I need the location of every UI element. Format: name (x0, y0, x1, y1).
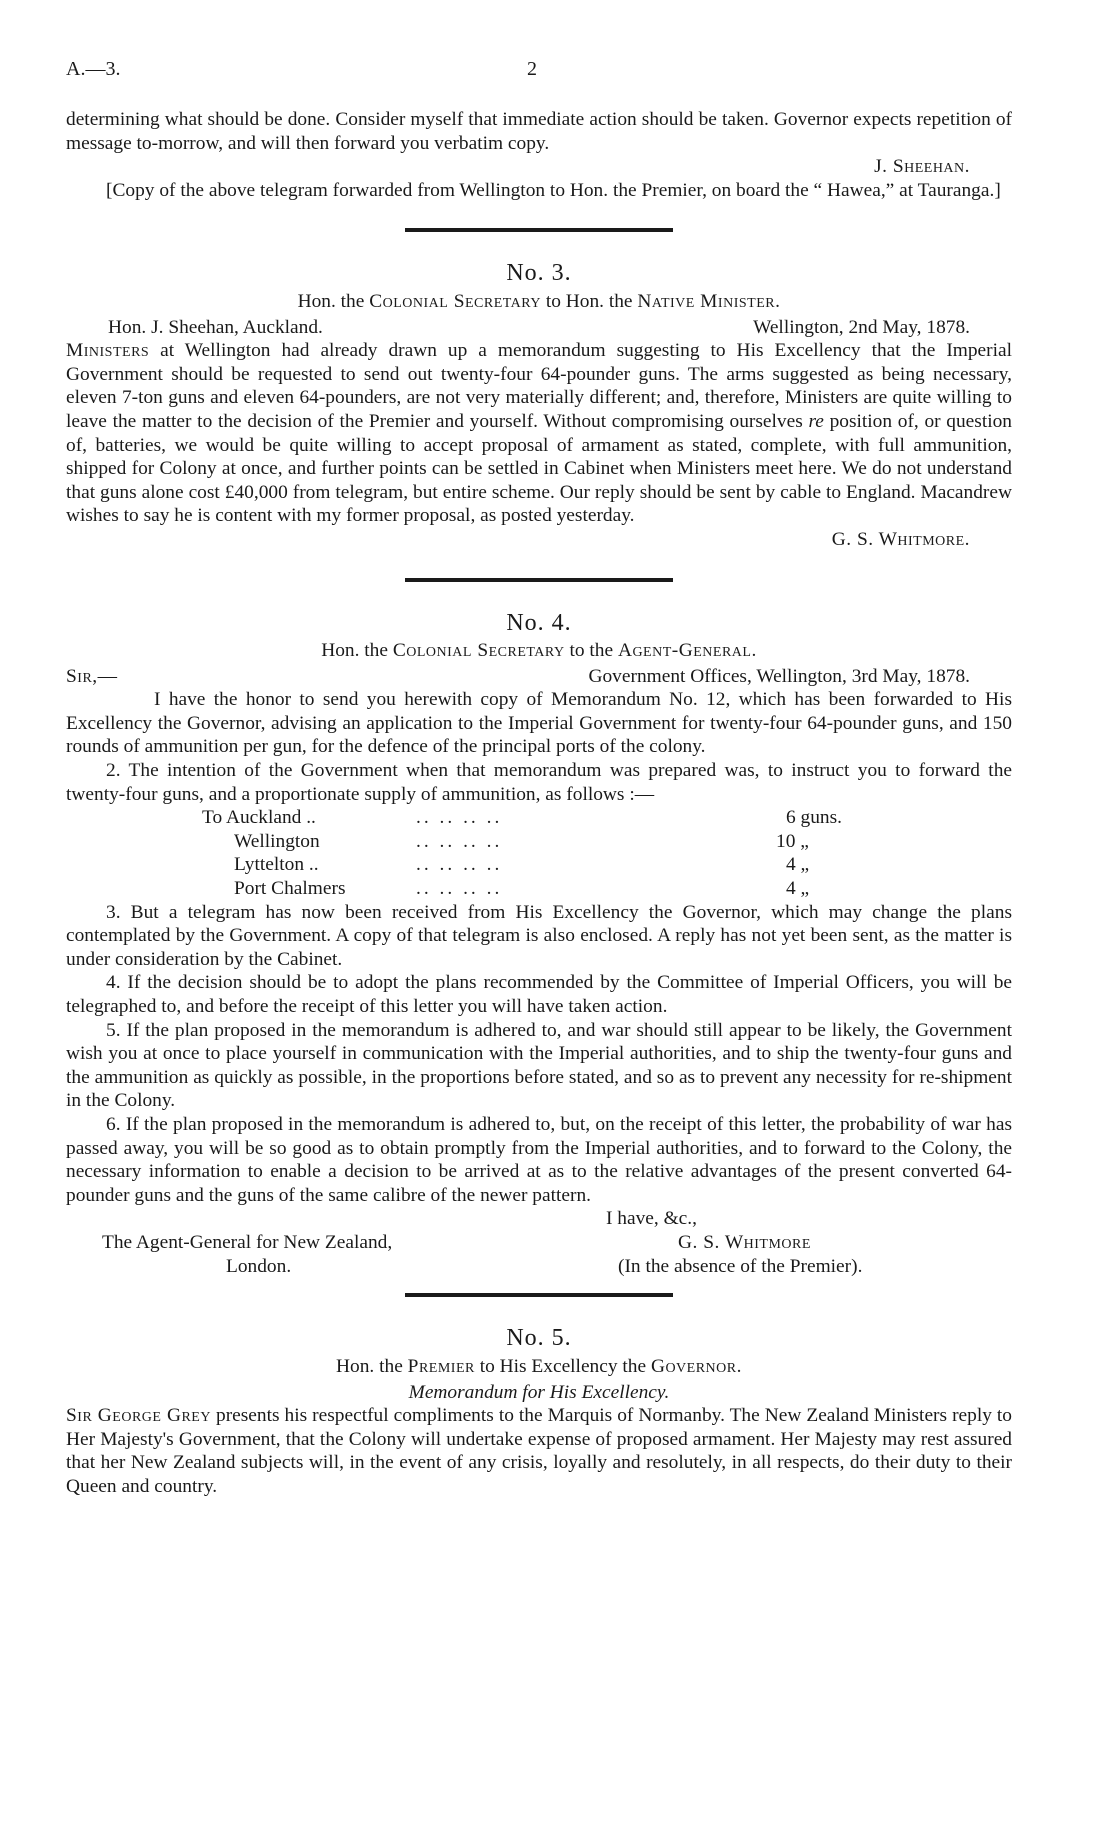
gun-allocation-table (66, 806, 1012, 900)
section-no5 (66, 1327, 1012, 1498)
letter-paragraph: 6. If the plan proposed in the memorandum is adhered to, but, on the receipt of this letter, the probability of war has passed away, you will be so good as to obtain promptly from the Imperial authorities, and to forward to the Colony, the necessary information to enable a decision to be arrived at as to the relative advantages of the present converted 64-pounder guns and the guns of the same calibre of the newer pattern. (66, 1113, 1012, 1206)
telegram-continuation: determining what should be done. Consider myself that immediate action should be taken. Governor expects repetition of message to-morrow, and will then forward you verbatim copy. (66, 109, 1012, 154)
telegram-signature: J. Sheehan. (874, 156, 970, 178)
recipient-line: London. (226, 1255, 292, 1277)
allocation-place: To Auckland .. (202, 807, 316, 829)
letter-signature-block (66, 1207, 1012, 1285)
section-no3 (66, 262, 1012, 551)
allocation-place: Port Chalmers (234, 878, 346, 900)
section-number: No. 3. (506, 260, 572, 287)
letter-paragraph: 2. The intention of the Government when that memorandum was prepared was, to instruct you to forward the twenty-four guns, and a proportionate supply of ammunition, as follows :— (66, 760, 1012, 805)
document-body (66, 108, 1012, 1499)
allocation-quantity: 4 „ (786, 878, 810, 900)
section-title: Hon. the Colonial Secretary to Hon. the Native Minister. (297, 290, 781, 312)
leader-dots: .. .. .. .. (416, 807, 503, 829)
telegram-signature: G. S. Whitmore. (831, 528, 970, 550)
allocation-place: Wellington (234, 830, 320, 852)
signature-note: (In the absence of the Premier). (618, 1255, 863, 1277)
allocation-row (66, 806, 1012, 830)
recipient-line: The Agent-General for New Zealand, (102, 1231, 393, 1253)
letter-paragraph: I have the honor to send you herewith copy of Memorandum No. 12, which has been forwarded to His Excellency the Governor, advising an application to the Imperial Government for twenty-four 64-pounder guns, and 150 rounds of ammunition per gun, for the defence of the principal ports of the colony. (66, 689, 1012, 758)
closing: I have, &c., (606, 1208, 697, 1230)
letter-paragraph: 5. If the plan proposed in the memorandum is adhered to, and war should still appear to be likely, the Government wish you at once to place yourself in communication with the Imperial authorities, and to ship the twenty-four guns and the ammunition as quickly as possible, in the proportions before stated, and so as to prevent any necessity for re-shipment in the Colony. (66, 1019, 1012, 1112)
allocation-row (66, 877, 1012, 901)
letter-signature: G. S. Whitmore (678, 1231, 811, 1253)
letter-header (66, 665, 1012, 689)
salutation: Sir,— (66, 665, 118, 687)
section-subtitle: Memorandum for His Excellency. (408, 1381, 670, 1403)
section-divider (405, 228, 673, 232)
telegram-body: Ministers at Wellington had already drawn up a memorandum suggesting to His Excellency that the Imperial Government should be requested to send out twenty-four 64-pounder guns. The arms suggested as being necessary, eleven 7-ton guns and eleven 64-pounders, are not very materially different; and, therefore, Ministers are quite willing to leave the matter to the decision of the Premier and yourself. Without compromising ourselves re position of, or question of, batteries, we would be quite willing to accept proposal of armament as stated, complete, with full ammunition, shipped for Colony at once, and further points can be settled in Cabinet when Ministers meet here. We do not understand that guns alone cost £40,000 from telegram, but entire scheme. Our reply should be sent by cable to England. Macandrew wishes to say he is content with my former proposal, as posted yesterday. (66, 340, 1012, 527)
editorial-note: [Copy of the above telegram forwarded from Wellington to Hon. the Premier, on board the “ Hawea,” at Tauranga.] (106, 179, 1001, 201)
page-number: 2 (527, 58, 537, 80)
letter-paragraph: 3. But a telegram has now been received from His Excellency the Governor, which may change the plans contemplated by the Government. A copy of that telegram is also enclosed. A reply has not yet been sent, as the matter is under consideration by the Cabinet. (66, 901, 1012, 970)
allocation-quantity: 6 guns. (786, 807, 843, 829)
letter-date: Government Offices, Wellington, 3rd May, 1878. (588, 665, 970, 687)
telegram-header (66, 316, 1012, 340)
leader-dots: .. .. .. .. (416, 854, 503, 876)
leader-dots: .. .. .. .. (416, 878, 503, 900)
allocation-row (66, 853, 1012, 877)
document-reference: A.—3. (66, 58, 121, 80)
section-no4 (66, 609, 1012, 1286)
letter-paragraph: 4. If the decision should be to adopt the plans recommended by the Committee of Imperial Officers, you will be telegraphed to, and before the receipt of this letter you will have taken action. (66, 972, 1012, 1017)
section-number: No. 4. (506, 609, 572, 636)
section-divider (405, 578, 673, 582)
section-divider (405, 1293, 673, 1297)
allocation-place: Lyttelton .. (234, 854, 319, 876)
section-title: Hon. the Premier to His Excellency the Governor. (336, 1355, 742, 1377)
allocation-quantity: 10 „ (776, 830, 809, 852)
section-title: Hon. the Colonial Secretary to the Agent-General. (321, 640, 757, 662)
allocation-quantity: 4 „ (786, 854, 810, 876)
allocation-row (66, 830, 1012, 854)
addressee: Hon. J. Sheehan, Auckland. (108, 316, 323, 338)
section-number: No. 5. (506, 1325, 572, 1352)
leader-dots: .. .. .. .. (416, 830, 503, 852)
page-header (66, 58, 1026, 88)
telegram-date: Wellington, 2nd May, 1878. (753, 316, 970, 338)
memorandum-body: Sir George Grey presents his respectful compliments to the Marquis of Normanby. The New Zealand Ministers reply to Her Majesty's Government, that the Colony will undertake expense of proposed armament. Her Majesty may rest assured that her New Zealand subjects will, in the event of any crisis, loyally and resolutely, in all respects, do their duty to their Queen and country. (66, 1405, 1013, 1497)
